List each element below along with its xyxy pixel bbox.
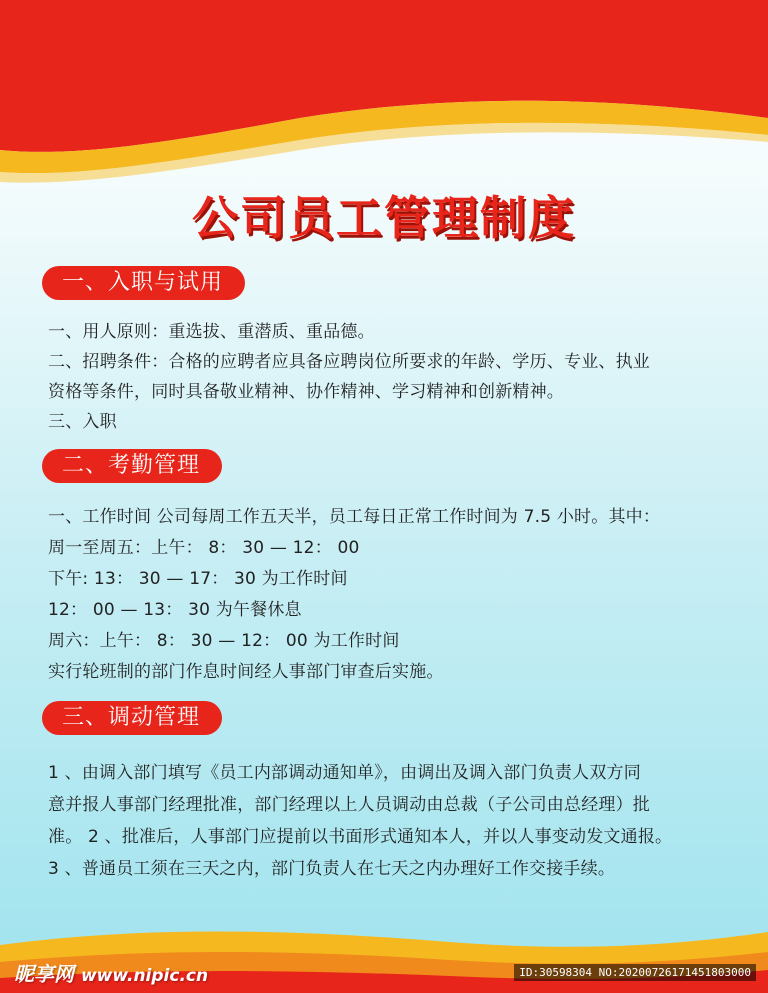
watermark-site: 昵享网 xyxy=(14,962,74,986)
page-title: 公司员工管理制度 xyxy=(192,191,576,245)
body-line: 下午: 13： 30 — 17： 30 为工作时间 xyxy=(48,569,348,589)
body-line: 资格等条件，同时具备敬业精神、协作精神、学习精神和创新精神。 xyxy=(48,382,564,402)
body-line: 意并报人事部门经理批准，部门经理以上人员调动由总裁（子公司由总经理）批 xyxy=(48,795,650,815)
body-line: 实行轮班制的部门作息时间经人事部门审查后实施。 xyxy=(48,662,444,682)
section-heading-attendance: 二、考勤管理 xyxy=(42,449,222,483)
body-line: 周六：上午： 8： 30 — 12： 00 为工作时间 xyxy=(48,631,400,651)
body-line: 12： 00 — 13： 30 为午餐休息 xyxy=(48,600,302,620)
watermark-logo xyxy=(14,958,208,987)
body-line: 3 、普通员工须在三天之内，部门负责人在七天之内办理好工作交接手续。 xyxy=(48,859,616,879)
body-line: 一、用人原则：重选拔、重潜质、重品德。 xyxy=(48,322,375,342)
section-heading-onboarding: 一、入职与试用 xyxy=(42,266,245,300)
section-body-transfer xyxy=(48,757,734,885)
body-line: 1 、由调入部门填写《员工内部调动通知单》，由调出及调入部门负责人双方同 xyxy=(48,763,641,783)
body-line: 二、招聘条件：合格的应聘者应具备应聘岗位所要求的年龄、学历、专业、执业 xyxy=(48,352,650,372)
body-line: 一、工作时间 公司每周工作五天半，员工每日正常工作时间为 7.5 小时。其中： xyxy=(48,507,661,527)
body-line: 三、入职 xyxy=(48,412,117,432)
body-line: 周一至周五：上午： 8： 30 — 12： 00 xyxy=(48,538,360,558)
watermark-url: www.nipic.cn xyxy=(80,966,209,986)
body-line: 准。 2 、批准后，人事部门应提前以书面形式通知本人，并以人事变动发文通报。 xyxy=(48,827,673,847)
section-body-onboarding xyxy=(48,317,734,437)
section-heading-transfer: 三、调动管理 xyxy=(42,701,222,735)
watermark-id: ID:30598304 NO:20200726171451803000 xyxy=(514,964,756,981)
section-body-attendance xyxy=(48,502,734,688)
